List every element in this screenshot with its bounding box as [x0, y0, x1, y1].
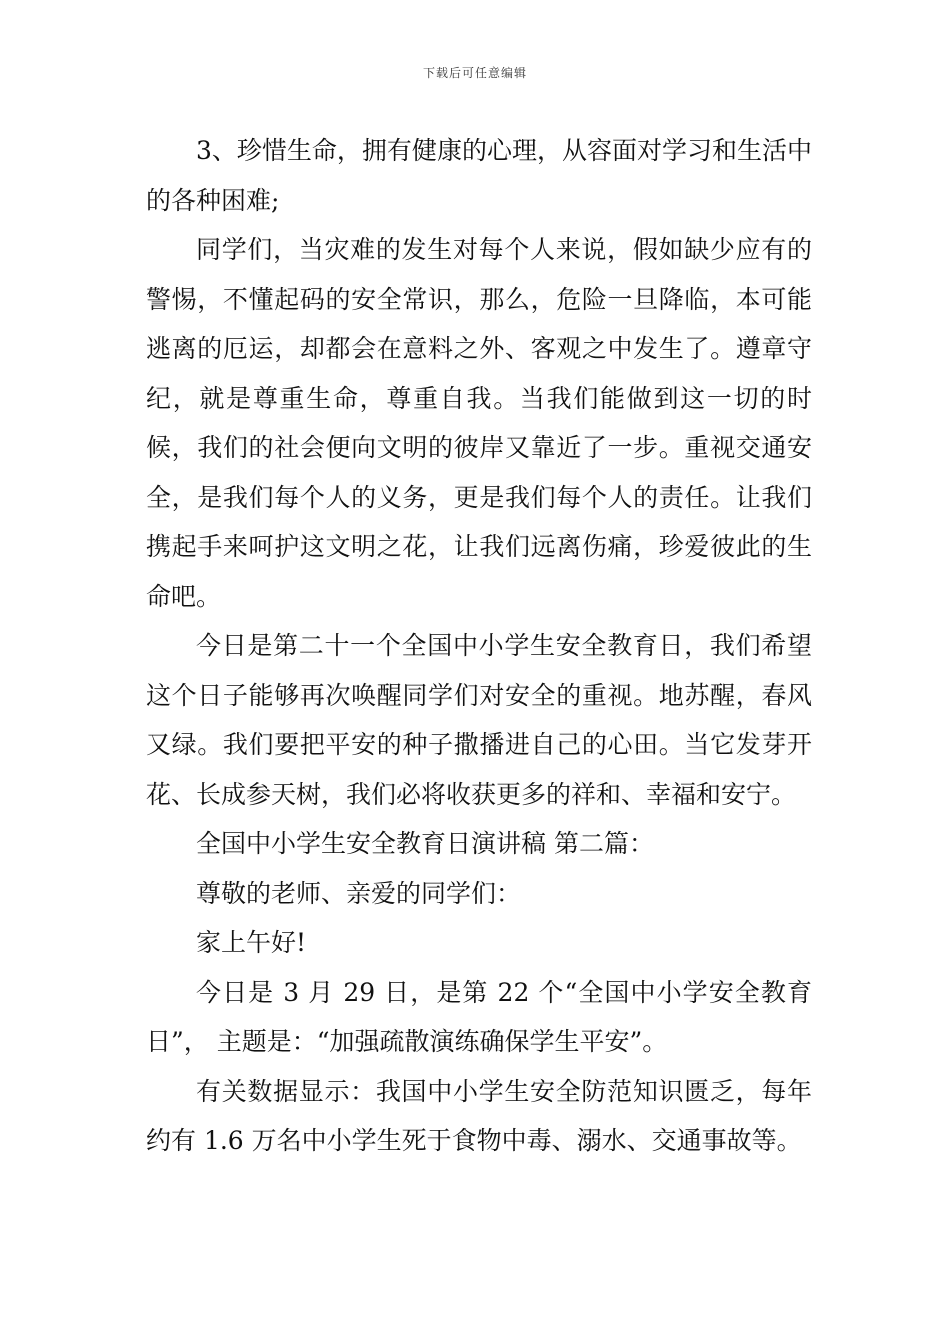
page-header-note: 下载后可任意编辑 [422, 66, 527, 80]
paragraph-date-theme: 今日是 3 月 29 日，是第 22 个“全国中小学安全教育日”， 主题是：“加强疏散演练确保学生平安”。 [146, 977, 812, 1056]
document-body [146, 126, 812, 1166]
greeting: 家上午好! [196, 928, 307, 957]
salutation: 尊敬的老师、亲爱的同学们： [196, 878, 522, 908]
paragraph-safety-day: 今日是第二十一个全国中小学生安全教育日，我们希望这个日子能够再次唤醒同学们对安全的重视。地苏醒，春风又绿。我们要把平安的种子撒播进自己的心田。当它发芽开花、长成参天树，我们必将收获更多的祥和、幸福和安宁。 [146, 631, 812, 809]
paragraph-statistics: 有关数据显示：我国中小学生安全防范知识匮乏，每年约有 1.6 万名中小学生死于食物中毒、溺水、交通事故等。 [146, 1076, 812, 1155]
paragraph-disaster-awareness: 同学们，当灾难的发生对每个人来说，假如缺少应有的警惕，不懂起码的安全常识，那么，危险一旦降临，本可能逃离的厄运，却都会在意料之外、客观之中发生了。遵章守纪，就是尊重生命，尊重自我。当我们能做到这一切的时候，我们的社会便向文明的彼岸又靠近了一步。重视交通安全，是我们每个人的义务，更是我们每个人的责任。让我们携起手来呵护这文明之花，让我们远离伤痛，珍爱彼此的生命吧。 [146, 235, 812, 611]
section-title-second-speech: 全国中小学生安全教育日演讲稿 第二篇： [196, 829, 654, 858]
paragraph-cherish-life: 3、珍惜生命，拥有健康的心理，从容面对学习和生活中的各种困难; [146, 136, 812, 215]
